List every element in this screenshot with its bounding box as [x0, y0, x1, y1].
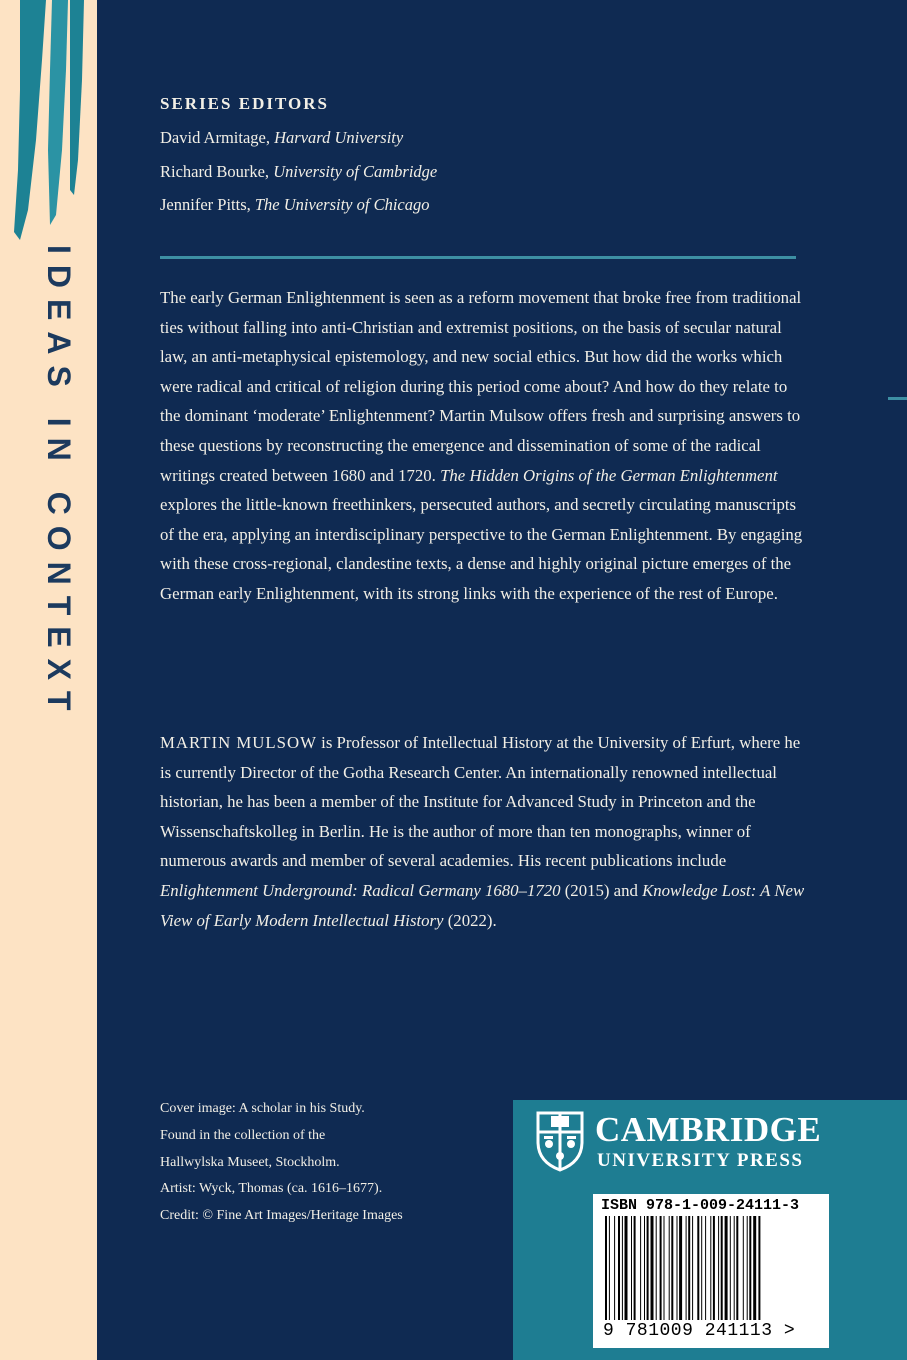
editor-name: Richard Bourke,: [160, 161, 270, 181]
publisher-subtitle: UNIVERSITY PRESS: [597, 1150, 804, 1171]
series-title-vertical: [40, 245, 80, 805]
editor-affiliation: The University of Chicago: [254, 195, 430, 214]
series-title: IDEAS IN CONTEXT: [41, 245, 77, 722]
back-cover: [97, 0, 907, 1360]
editor-entry: [160, 121, 437, 155]
publisher-name: CAMBRIDGE: [595, 1110, 822, 1149]
editor-name: Jennifer Pitts,: [160, 195, 251, 214]
credit-line: Cover image: A scholar in his Study.: [160, 1101, 365, 1116]
spine: [0, 0, 97, 1360]
series-editors: [160, 94, 437, 222]
cover-image-credit: [160, 1096, 403, 1230]
credit-line: Artist: Wyck, Thomas (ca. 1616–1677).: [160, 1181, 383, 1197]
bio-text: is Professor of Intellectual History at the University of Erfurt, where he is currently Director of the Gotha Research Center. An internationally renowned intellectual historian, he has been a member of the Institute for Advanced Study in Princeton and the Wissenschaftskolleg in Berlin. He is the author of more than ten monographs, winner of numerous awards and member of several academies. His recent publications include: [160, 733, 801, 871]
description-text: explores the little-known freethinkers, persecuted authors, and secretly circulating manuscripts of the era, applying an interdisciplinary perspective to the German Enlightenment. By engaging with these cross-regional, clandestine texts, a dense and highly original picture emerges of the German early Enlightenment, with its strong links with the experience of the rest of Europe.: [160, 495, 803, 603]
book-title: The Hidden Origins of the German Enlightenment: [440, 465, 778, 485]
brush-stroke-decoration: [0, 0, 97, 245]
publication-title: Knowledge Lost: A New View of Early Modern Intellectual History: [160, 880, 805, 930]
description-text: The early German Enlightenment is seen as a reform movement that broke free from traditional ties without falling into anti-Christian and extremist positions, on the basis of secular natural law, an anti-metaphysical epistemology, and new social ethics. But how did the works which were radical and critical of religion during this period come about? And how do they relate to the dominant ‘moderate’ Enlightenment? Martin Mulsow offers fresh and surprising answers to these questions by reconstructing the emergence and dissemination of some of the radical writings created between 1680 and 1720.: [160, 288, 802, 485]
editor-entry: [160, 188, 437, 222]
author-name: MARTIN MULSOW: [160, 733, 317, 752]
barcode-box: [593, 1194, 829, 1348]
edge-tick-mark: [888, 397, 907, 400]
bio-text: (2015) and: [560, 880, 643, 900]
publisher-panel: [513, 1100, 907, 1360]
barcode-bars: [601, 1216, 821, 1320]
publication-title: Enlightenment Underground: Radical Germany 1680–1720: [160, 880, 561, 900]
isbn-label: ISBN 978-1-009-24111-3: [601, 1197, 800, 1214]
editor-affiliation: University of Cambridge: [273, 161, 438, 181]
bio-text: (2022).: [443, 910, 497, 930]
credit-line: Found in the collection of the: [160, 1127, 326, 1143]
credit-line: Hallwylska Museet, Stockholm.: [160, 1154, 340, 1170]
editor-entry: [160, 155, 437, 189]
credit-line: Credit: © Fine Art Images/Heritage Images: [160, 1208, 403, 1224]
editor-affiliation: Harvard University: [274, 128, 404, 147]
editor-name: David Armitage,: [160, 128, 270, 147]
author-bio: [160, 728, 810, 935]
ean-digits: 9 781009 241113 >: [603, 1321, 796, 1341]
divider-rule: [160, 256, 796, 259]
book-description: [160, 283, 810, 609]
series-editors-heading: SERIES EDITORS: [160, 94, 329, 113]
cambridge-shield-icon: [535, 1110, 585, 1172]
